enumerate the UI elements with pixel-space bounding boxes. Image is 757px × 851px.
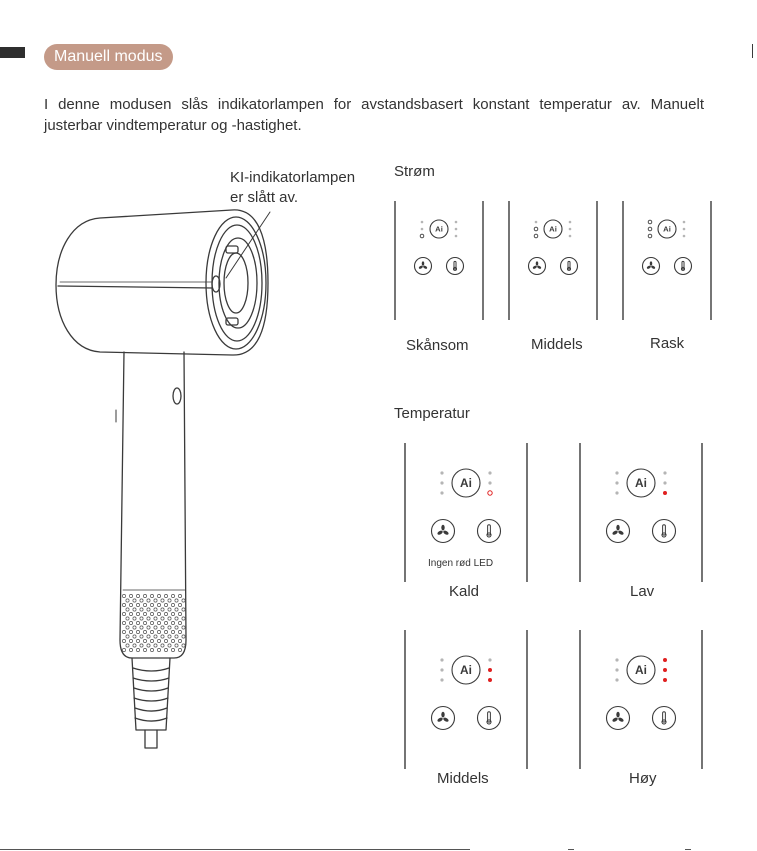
power-led	[421, 228, 424, 231]
vent-hole	[126, 626, 129, 629]
ai-button	[544, 220, 562, 238]
vent-hole	[136, 603, 139, 606]
vent-hole	[178, 603, 181, 606]
footer-tick	[685, 849, 691, 850]
vent-hole	[182, 608, 185, 611]
vent-hole	[140, 617, 143, 620]
vent-hole	[175, 617, 178, 620]
vent-hole	[129, 612, 132, 615]
vent-hole	[157, 630, 160, 633]
thermometer-icon	[675, 258, 692, 275]
vent-hole	[182, 626, 185, 629]
vent-hole	[129, 630, 132, 633]
temp-led	[663, 678, 667, 682]
temperature-level-label: Lav	[630, 583, 655, 600]
temperature-panel	[579, 440, 709, 585]
power-panel	[623, 198, 718, 323]
temperature-panel	[404, 627, 534, 772]
vent-hole	[171, 603, 174, 606]
ai-button	[452, 656, 480, 684]
vent-hole	[175, 635, 178, 638]
vent-hole	[150, 603, 153, 606]
ai-logo-text: Ai	[435, 224, 443, 234]
ai-logo-text: Ai	[460, 476, 472, 491]
fan-icon	[432, 707, 455, 730]
temp-led	[488, 491, 492, 495]
fan-icon	[415, 258, 432, 275]
ai-logo-text: Ai	[549, 224, 557, 234]
vent-hole	[168, 617, 171, 620]
fan-icon	[643, 258, 660, 275]
power-led	[420, 234, 424, 238]
thermometer-icon	[653, 520, 676, 543]
vent-hole	[122, 612, 125, 615]
vent-hole	[164, 594, 167, 597]
vent-hole	[136, 594, 139, 597]
vent-hole	[171, 612, 174, 615]
power-led	[440, 668, 443, 671]
temp-led	[683, 228, 686, 231]
vent-hole	[168, 635, 171, 638]
vent-hole	[122, 621, 125, 624]
power-led	[615, 471, 618, 474]
vent-hole	[175, 626, 178, 629]
power-led	[615, 491, 618, 494]
vent-hole	[168, 599, 171, 602]
section-pill: Manuell modus	[44, 44, 173, 70]
vent-hole	[164, 603, 167, 606]
vent-hole	[133, 635, 136, 638]
temp-led	[569, 235, 572, 238]
vent-hole	[133, 626, 136, 629]
vent-hole	[171, 594, 174, 597]
thermometer-icon	[653, 707, 676, 730]
temp-led	[488, 678, 492, 682]
vent-hole	[136, 648, 139, 651]
thermometer-icon	[478, 707, 501, 730]
callout-line-1: KI-indikatorlampen	[230, 169, 356, 186]
vent-hole	[178, 648, 181, 651]
vent-hole	[161, 644, 164, 647]
thermometer-icon	[561, 258, 578, 275]
temp-led	[488, 481, 491, 484]
vent-hole	[164, 648, 167, 651]
vent-hole	[129, 603, 132, 606]
vent-hole	[161, 608, 164, 611]
fan-icon	[529, 258, 546, 275]
vent-hole	[122, 648, 125, 651]
vent-hole	[157, 594, 160, 597]
vent-hole	[175, 599, 178, 602]
vent-hole	[157, 621, 160, 624]
vent-hole	[143, 612, 146, 615]
vent-hole	[136, 630, 139, 633]
vent-hole	[129, 648, 132, 651]
vent-hole	[147, 608, 150, 611]
vent-hole	[168, 608, 171, 611]
vent-hole	[178, 630, 181, 633]
vent-hole	[154, 617, 157, 620]
temp-led	[663, 471, 666, 474]
ai-button	[627, 656, 655, 684]
vent-hole	[178, 621, 181, 624]
vent-hole	[133, 617, 136, 620]
vent-hole	[154, 599, 157, 602]
ai-logo-text: Ai	[663, 224, 671, 234]
vent-hole	[168, 626, 171, 629]
power-led	[648, 234, 652, 238]
power-led	[615, 658, 618, 661]
power-title: Strøm	[394, 163, 435, 180]
vent-hole	[157, 639, 160, 642]
temp-led	[569, 228, 572, 231]
vent-hole	[182, 644, 185, 647]
power-led	[648, 220, 652, 224]
temp-led	[683, 235, 686, 238]
power-panel	[395, 198, 490, 323]
temp-led	[663, 658, 667, 662]
vent-hole	[154, 635, 157, 638]
temp-led	[455, 221, 458, 224]
vent-hole	[154, 626, 157, 629]
power-led	[421, 221, 424, 224]
vent-hole	[150, 639, 153, 642]
vent-hole	[140, 599, 143, 602]
temp-led	[488, 668, 492, 672]
temperature-level-label: Høy	[629, 770, 657, 787]
vent-hole	[164, 630, 167, 633]
vent-hole	[126, 635, 129, 638]
vent-hole	[157, 612, 160, 615]
vent-hole	[143, 630, 146, 633]
power-led	[534, 234, 538, 238]
fan-icon	[432, 520, 455, 543]
ai-logo-text: Ai	[460, 663, 472, 678]
vent-hole	[126, 617, 129, 620]
power-led	[440, 481, 443, 484]
temperature-panel	[579, 627, 709, 772]
fan-icon	[607, 520, 630, 543]
temp-led	[683, 221, 686, 224]
vent-hole	[171, 639, 174, 642]
vent-hole	[164, 639, 167, 642]
temperature-level-label: Middels	[437, 770, 489, 787]
vent-hole	[164, 621, 167, 624]
vent-hole	[147, 626, 150, 629]
temp-led	[455, 235, 458, 238]
vent-hole	[168, 644, 171, 647]
temp-led	[663, 491, 667, 495]
footer-tick	[568, 849, 574, 850]
vent-hole	[171, 648, 174, 651]
vent-hole	[161, 626, 164, 629]
temp-led	[663, 481, 666, 484]
vent-hole	[129, 621, 132, 624]
vent-hole	[126, 599, 129, 602]
vent-hole	[122, 630, 125, 633]
vent-hole	[150, 630, 153, 633]
vent-hole	[161, 635, 164, 638]
power-led	[440, 491, 443, 494]
vent-hole	[147, 644, 150, 647]
power-level-label: Skånsom	[406, 337, 469, 354]
vent-hole	[140, 626, 143, 629]
vent-hole	[175, 644, 178, 647]
thermometer-icon	[447, 258, 464, 275]
thermometer-icon	[478, 520, 501, 543]
temperature-level-label: Kald	[449, 583, 480, 600]
vent-hole	[182, 599, 185, 602]
power-panel	[509, 198, 604, 323]
vent-hole	[143, 639, 146, 642]
power-led	[440, 678, 443, 681]
vent-hole	[178, 612, 181, 615]
vent-hole	[178, 594, 181, 597]
vent-hole	[122, 639, 125, 642]
power-led	[534, 227, 538, 231]
power-level-label: Middels	[531, 336, 583, 353]
vent-hole	[171, 630, 174, 633]
vent-hole	[182, 635, 185, 638]
vent-hole	[126, 644, 129, 647]
vent-hole	[136, 621, 139, 624]
vent-hole	[136, 639, 139, 642]
fan-icon	[607, 707, 630, 730]
vent-hole	[133, 644, 136, 647]
vent-hole	[140, 608, 143, 611]
vent-hole	[143, 648, 146, 651]
vent-hole	[157, 603, 160, 606]
vent-hole	[129, 594, 132, 597]
ai-button	[658, 220, 676, 238]
ai-button	[452, 469, 480, 497]
power-led	[440, 658, 443, 661]
vent-hole	[150, 594, 153, 597]
vent-hole	[140, 644, 143, 647]
power-level-label: Rask	[650, 335, 685, 352]
temp-led	[663, 668, 667, 672]
footer-rule	[0, 849, 470, 850]
vent-hole	[178, 639, 181, 642]
vent-hole	[182, 617, 185, 620]
vent-hole	[143, 621, 146, 624]
vent-hole	[161, 617, 164, 620]
vent-hole	[136, 612, 139, 615]
power-led	[535, 221, 538, 224]
vent-hole	[175, 608, 178, 611]
power-led	[615, 481, 618, 484]
vent-hole	[150, 648, 153, 651]
temperature-title: Temperatur	[394, 405, 470, 422]
vent-hole	[154, 644, 157, 647]
temp-led	[455, 228, 458, 231]
vent-hole	[122, 594, 125, 597]
vent-hole	[147, 599, 150, 602]
vent-hole	[122, 603, 125, 606]
vent-hole	[164, 612, 167, 615]
vent-hole	[126, 608, 129, 611]
callout-line-2: er slått av.	[230, 189, 299, 206]
temp-led	[488, 471, 491, 474]
vent-hole	[143, 603, 146, 606]
power-led	[615, 668, 618, 671]
vent-hole	[140, 635, 143, 638]
ai-button	[430, 220, 448, 238]
vent-hole	[171, 621, 174, 624]
vent-hole	[147, 635, 150, 638]
ai-logo-text: Ai	[635, 476, 647, 491]
vent-hole	[157, 648, 160, 651]
vent-hole	[133, 599, 136, 602]
power-led	[440, 471, 443, 474]
temp-led	[488, 658, 491, 661]
temp-led	[569, 221, 572, 224]
intro-paragraph: I denne modusen slås indikatorlampen for avstandsbasert konstant temperatur av. Manuelt justerbar vindtemperatur og -hastighet.	[44, 96, 704, 134]
vent-hole	[147, 617, 150, 620]
vent-hole	[150, 612, 153, 615]
power-led	[615, 678, 618, 681]
no-red-led-note: Ingen rød LED	[428, 558, 494, 569]
ai-button	[627, 469, 655, 497]
vent-hole	[154, 608, 157, 611]
vent-hole	[133, 608, 136, 611]
vent-hole	[143, 594, 146, 597]
ai-logo-text: Ai	[635, 663, 647, 678]
vent-hole	[150, 621, 153, 624]
vent-hole	[129, 639, 132, 642]
power-led	[648, 227, 652, 231]
vent-hole	[161, 599, 164, 602]
